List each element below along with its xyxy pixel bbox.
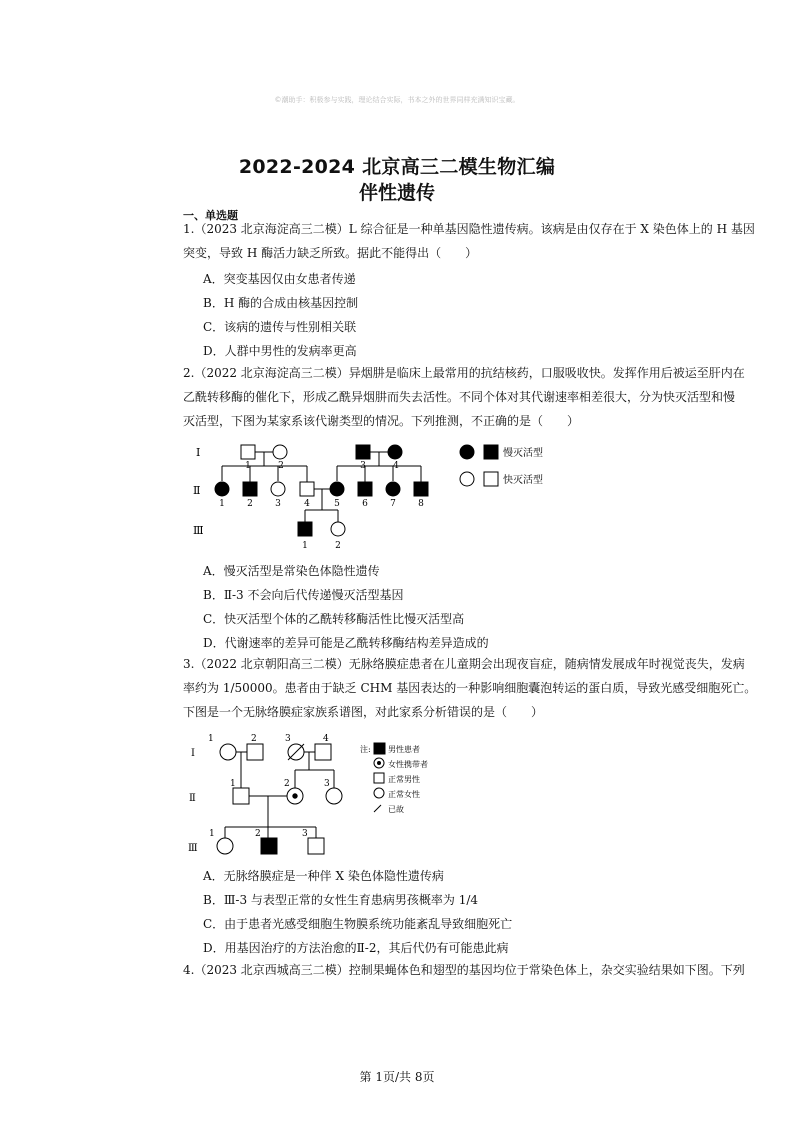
pedigree-male-normal xyxy=(300,482,314,496)
pedigree-male-normal xyxy=(247,744,263,760)
legend-fast-label: 快灭活型 xyxy=(503,475,543,486)
individual-number: 5 xyxy=(334,499,340,509)
pedigree-female-normal xyxy=(331,522,345,536)
individual-number: 3 xyxy=(360,461,366,471)
question-3-option-d: D．用基因治疗的方法治愈的Ⅱ-2，其后代仍有可能患此病 xyxy=(203,941,509,955)
individual-number: 2 xyxy=(335,541,341,551)
pedigree-male-affected xyxy=(261,838,277,854)
question-3-pedigree-figure xyxy=(185,730,455,858)
question-2-line-3: 灭活型，下图为某家系该代谢类型的情况。下列推测，不正确的是（ ） xyxy=(183,414,580,428)
question-2-pedigree-figure xyxy=(190,438,560,553)
generation-label-ii: Ⅱ xyxy=(189,793,196,804)
individual-number: 6 xyxy=(362,499,368,509)
pedigree-female-slow xyxy=(215,482,229,496)
individual-number: 4 xyxy=(393,461,399,471)
question-3-line-1: 3.（2022 北京朝阳高三二模）无脉络膜症患者在儿童期会出现夜盲症，随病情发展成年时视觉丧失，发病 xyxy=(183,657,745,671)
question-2-option-b: B．Ⅱ-3 不会向后代传递慢灭活型基因 xyxy=(203,588,404,602)
individual-number: 4 xyxy=(323,734,329,744)
legend-label: 女性携带者 xyxy=(388,760,428,769)
generation-label-i: Ⅰ xyxy=(191,748,195,759)
question-1-option-d: D．人群中男性的发病率更高 xyxy=(203,344,357,358)
legend-female-slow-icon xyxy=(460,445,474,459)
carrier-dot xyxy=(293,794,297,798)
question-2-option-d: D．代谢速率的差异可能是乙酰转移酶结构差异造成的 xyxy=(203,636,489,650)
individual-number: 2 xyxy=(251,734,257,744)
carrier-dot xyxy=(378,762,381,765)
pedigree-male-slow xyxy=(243,482,257,496)
individual-number: 2 xyxy=(247,499,253,509)
generation-label-iii: Ⅲ xyxy=(193,524,204,537)
question-3-line-2: 率约为 1/50000。患者由于缺乏 CHM 基因表达的一种影响细胞囊泡转运的蛋白质，导致光感受细胞死亡。 xyxy=(183,681,757,695)
individual-number: 3 xyxy=(324,779,330,789)
individual-number: 1 xyxy=(245,461,251,471)
question-1-option-b: B．H 酶的合成由核基因控制 xyxy=(203,296,359,310)
question-3-option-b: B．Ⅲ-3 与表型正常的女性生育患病男孩概率为 1/4 xyxy=(203,893,479,907)
question-3-option-a: A．无脉络膜症是一种伴 X 染色体隐性遗传病 xyxy=(203,869,444,883)
document-title: 2022-2024 北京高三二模生物汇编 xyxy=(238,156,556,178)
individual-number: 1 xyxy=(230,779,236,789)
question-1-line-2: 突变，导致 H 酶活力缺乏所致。据此不能得出（ ） xyxy=(183,246,478,260)
legend-normal-female-icon xyxy=(374,788,384,798)
legend-female-fast-icon xyxy=(460,472,474,486)
legend-affected-male-icon xyxy=(374,743,385,754)
individual-number: 2 xyxy=(255,829,261,839)
question-2-line-2: 乙酰转移酶的催化下，形成乙酰异烟肼而失去活性。不同个体对其代谢速率相差很大，分为快灭活型和慢 xyxy=(183,390,736,404)
individual-number: 3 xyxy=(275,499,281,509)
question-1-line-1: 1.（2023 北京海淀高三二模）L 综合征是一种单基因隐性遗传病。该病是由仅存在于 X 染色体上的 H 基因 xyxy=(183,222,755,236)
generation-label-iii: Ⅲ xyxy=(188,843,198,854)
individual-number: 1 xyxy=(209,829,215,839)
generation-label-i: Ⅰ xyxy=(196,446,201,459)
pedigree-female-normal xyxy=(271,482,285,496)
watermark: ©潮助手：积极参与实践，理论结合实际，书本之外的世界同样充满知识宝藏。 xyxy=(274,96,520,104)
individual-number: 1 xyxy=(302,541,308,551)
pedigree-male-normal xyxy=(315,744,331,760)
individual-number: 1 xyxy=(219,499,225,509)
pedigree-female-slow xyxy=(388,445,402,459)
document-subtitle: 伴性遗传 xyxy=(358,182,435,204)
page-number: 第 1页/共 8页 xyxy=(359,1070,435,1084)
legend-label: 男性患者 xyxy=(388,745,420,754)
question-2-option-a: A．慢灭活型是常染色体隐性遗传 xyxy=(203,564,380,578)
question-1-option-c: C．该病的遗传与性别相关联 xyxy=(203,320,357,334)
pedigree-female-slow xyxy=(330,482,344,496)
individual-number: 4 xyxy=(304,499,310,509)
legend-label: 正常男性 xyxy=(388,775,420,784)
individual-number: 3 xyxy=(285,734,291,744)
pedigree-male-slow xyxy=(414,482,428,496)
individual-number: 8 xyxy=(418,499,424,509)
pedigree-female-normal xyxy=(220,744,236,760)
legend-label: 已故 xyxy=(388,805,404,814)
legend-slow-label: 慢灭活型 xyxy=(503,448,543,459)
legend-deceased-icon xyxy=(374,805,381,812)
pedigree-male-slow xyxy=(356,445,370,459)
pedigree-female-normal xyxy=(273,445,287,459)
individual-number: 3 xyxy=(302,829,308,839)
pedigree-male-slow xyxy=(358,482,372,496)
question-3-option-c: C．由于患者光感受细胞生物膜系统功能紊乱导致细胞死亡 xyxy=(203,917,513,931)
pedigree-male-normal xyxy=(241,445,255,459)
pedigree-male-normal xyxy=(233,788,249,804)
legend-male-fast-icon xyxy=(484,472,498,486)
individual-number: 7 xyxy=(390,499,396,509)
individual-number: 2 xyxy=(278,461,284,471)
legend-note-label: 注: xyxy=(360,745,371,754)
generation-label-ii: Ⅱ xyxy=(193,484,201,497)
pedigree-male-slow xyxy=(298,522,312,536)
individual-number: 1 xyxy=(208,734,214,744)
pedigree-male-normal xyxy=(308,838,324,854)
question-1-option-a: A．突变基因仅由女患者传递 xyxy=(203,272,356,286)
legend-label: 正常女性 xyxy=(388,790,420,799)
question-4-line-1: 4.（2023 北京西城高三二模）控制果蝇体色和翅型的基因均位于常染色体上，杂交实验结果如下图。下列 xyxy=(183,963,745,977)
pedigree-female-normal xyxy=(326,788,342,804)
question-3-line-3: 下图是一个无脉络膜症家族系谱图，对此家系分析错误的是（ ） xyxy=(183,705,544,719)
pedigree-female-slow xyxy=(386,482,400,496)
question-2-line-1: 2.（2022 北京海淀高三二模）异烟肼是临床上最常用的抗结核药，口服吸收快。发挥作用后被运至肝内在 xyxy=(183,366,745,380)
question-2-option-c: C．快灭活型个体的乙酰转移酶活性比慢灭活型高 xyxy=(203,612,465,626)
pedigree-female-normal xyxy=(217,838,233,854)
individual-number: 2 xyxy=(284,779,290,789)
legend-male-slow-icon xyxy=(484,445,498,459)
section-heading: 一、单选题 xyxy=(183,209,238,222)
legend-normal-male-icon xyxy=(374,773,384,783)
